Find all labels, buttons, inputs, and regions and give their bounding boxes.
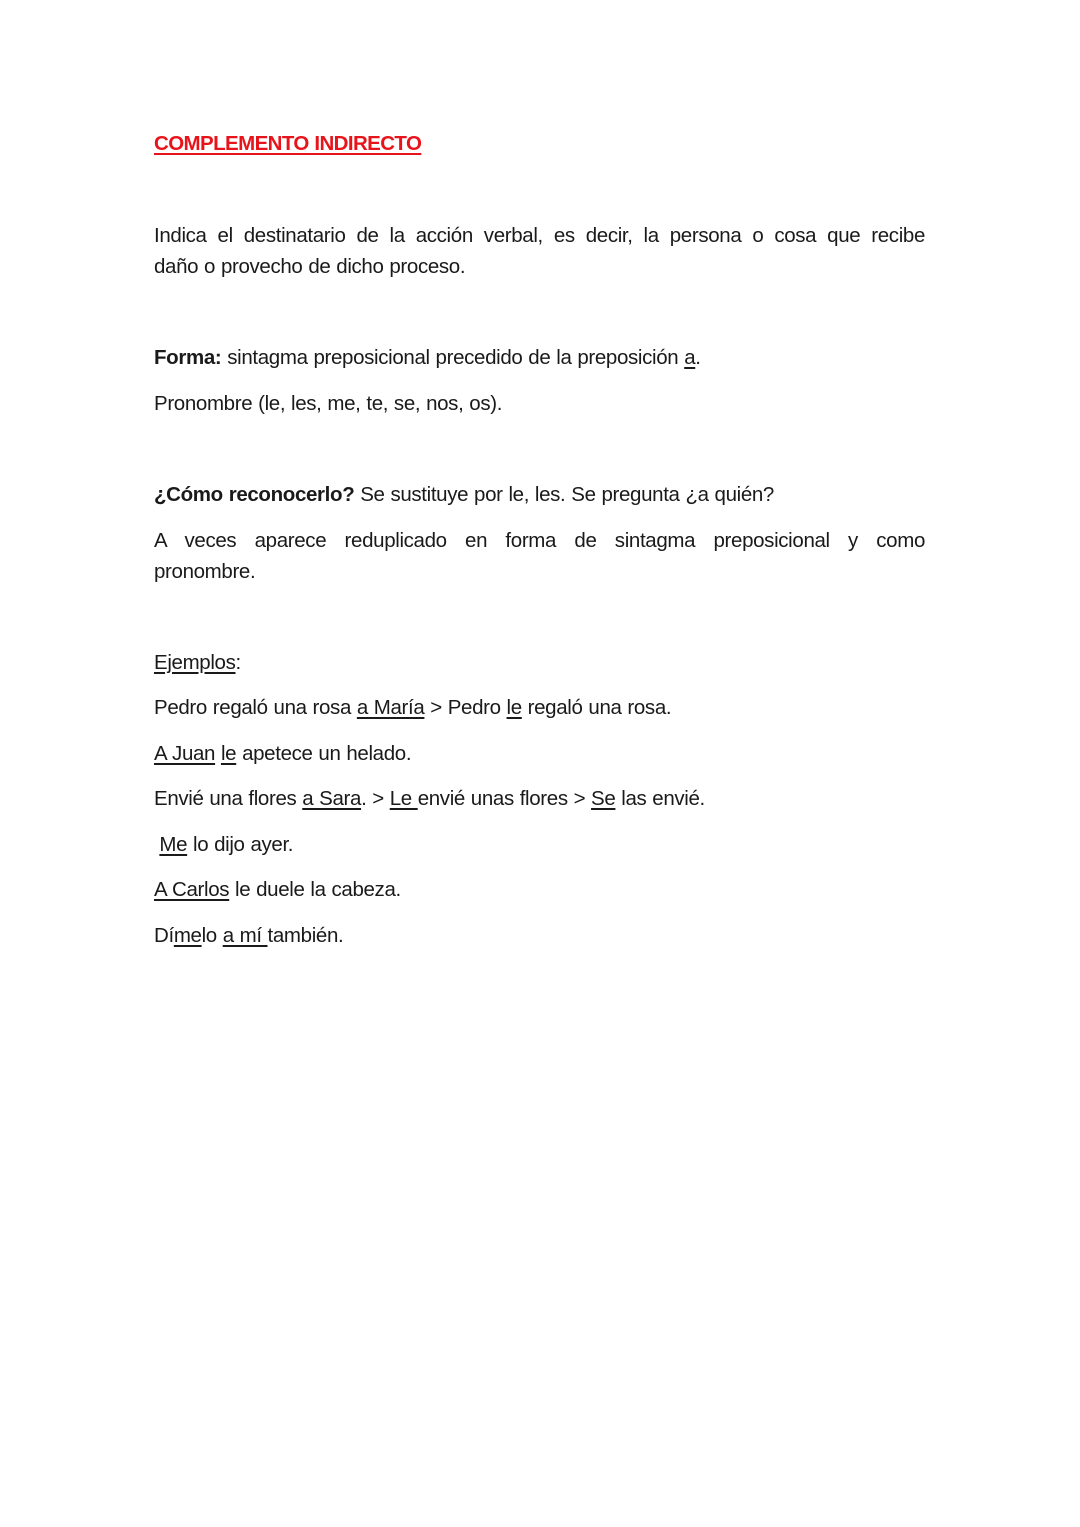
example-item [154,829,925,860]
document-title: COMPLEMENTO INDIRECTO [154,132,422,155]
example-text: lo [201,924,223,947]
example-text: > Pedro [424,696,507,719]
example-item [154,738,925,769]
reconocer-paragraph [154,479,925,510]
reconocer-text: Se sustituye por le, les. Se pregunta ¿a quién? [354,483,774,506]
example-item [154,783,925,814]
example-text: le duele la cabeza. [229,878,401,901]
example-text: regaló una rosa. [521,696,672,719]
example-text: lo dijo ayer. [187,833,294,856]
example-item [154,920,925,951]
example-underlined: A Carlos [154,878,230,901]
forma-label: Forma: [154,346,222,369]
reduplicado-line-1: A veces aparece reduplicado en forma de sintagma preposicional y como [154,529,925,552]
definition-line-1: Indica el destinatario de la acción verbal, es decir, la persona o cosa que recibe [154,224,925,247]
example-underlined: a mí [222,924,268,947]
example-underlined: a Sara [302,787,362,810]
example-underlined: Se [591,787,616,810]
example-underlined: Me [159,833,188,856]
example-underlined: Le [389,787,418,810]
example-underlined: me [173,924,202,947]
definition-line-2: daño o provecho de dicho proceso. [154,255,466,278]
forma-text: sintagma preposicional precedido de la preposición [221,346,685,369]
ejemplos-label: Ejemplos [154,651,236,674]
forma-preposition: a [684,346,696,369]
example-text: también. [267,924,344,947]
example-item [154,692,925,723]
ejemplos-heading [154,647,925,678]
example-underlined: A Juan [154,742,216,765]
example-underlined: le [506,696,522,719]
example-underlined: a María [356,696,425,719]
example-text: apetece un helado. [236,742,412,765]
forma-end: . [695,346,701,369]
example-text: las envié. [615,787,705,810]
ejemplos-colon: : [235,651,241,674]
example-text: . > [361,787,390,810]
example-text: Pedro regaló una rosa [154,696,357,719]
forma-paragraph [154,342,925,373]
pronouns-paragraph: Pronombre (le, les, me, te, se, nos, os). [154,392,503,415]
reduplicado-line-2: pronombre. [154,560,256,583]
reconocer-label: ¿Cómo reconocerlo? [154,483,355,506]
example-underlined: le [220,742,237,765]
example-text: Dí [154,924,174,947]
example-item [154,874,925,905]
example-text: envié unas flores > [417,787,592,810]
example-text: Envié una flores [154,787,303,810]
